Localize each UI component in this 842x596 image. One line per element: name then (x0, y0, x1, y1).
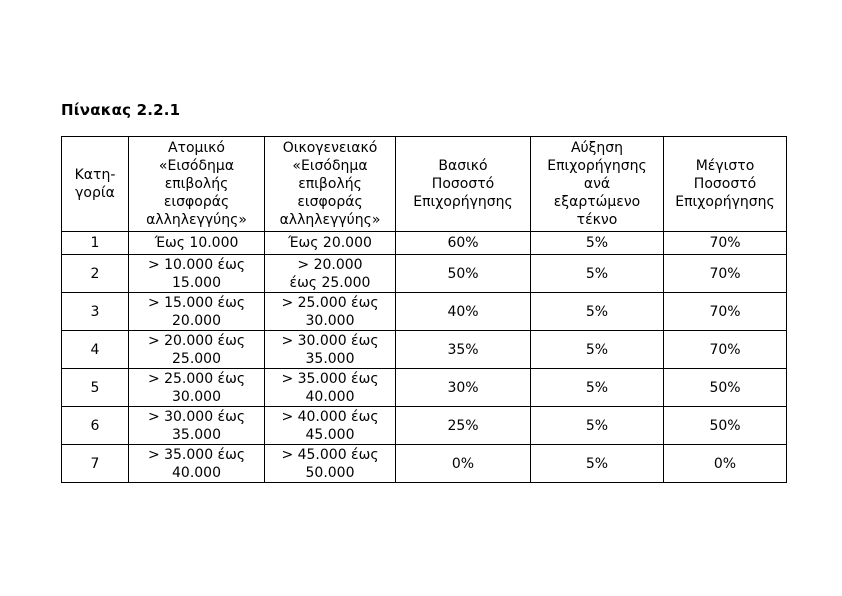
basic-rate-cell: 25% (396, 407, 531, 445)
family-income-cell-line: Έως 20.000 (288, 235, 372, 251)
individual-income-cell (129, 407, 265, 445)
max-rate-cell: 70% (664, 255, 787, 293)
individual-income-cell-line: 40.000 (172, 464, 221, 481)
category-cell: 3 (62, 293, 129, 331)
header-individual-income-line: Ατομικό (167, 140, 226, 156)
table-row (62, 232, 787, 255)
header-child-increase (531, 137, 664, 232)
header-category (62, 137, 129, 232)
category-cell: 7 (62, 445, 129, 483)
child-increase-cell: 5% (531, 369, 664, 407)
family-income-cell-line: 40.000 (305, 388, 355, 405)
family-income-cell (265, 255, 396, 293)
child-increase-cell: 5% (531, 255, 664, 293)
family-income-cell (265, 232, 396, 255)
individual-income-cell-line: > 25.000 έως (147, 370, 246, 387)
family-income-cell-line: 50.000 (305, 464, 355, 481)
max-rate-cell: 70% (664, 331, 787, 369)
child-increase-cell: 5% (531, 407, 664, 445)
category-cell: 6 (62, 407, 129, 445)
individual-income-cell-line: > 30.000 έως (147, 408, 246, 425)
individual-income-cell-line: 30.000 (172, 388, 221, 405)
header-individual-income-line: επιβολής (164, 176, 229, 192)
child-increase-cell: 5% (531, 445, 664, 483)
basic-rate-cell: 35% (396, 331, 531, 369)
header-family-income-line: εισφοράς (297, 194, 363, 210)
max-rate-cell: 50% (664, 369, 787, 407)
header-child-increase-line: τέκνο (576, 212, 618, 228)
family-income-cell (265, 407, 396, 445)
individual-income-cell-line: 25.000 (172, 350, 221, 367)
family-income-cell-line: > 35.000 έως (281, 370, 379, 387)
individual-income-cell (129, 369, 265, 407)
family-income-cell-line: > 20.000 (297, 256, 363, 273)
max-rate-cell: 50% (664, 407, 787, 445)
header-individual-income-line: αλληλεγγύης» (146, 212, 247, 228)
family-income-cell-line: > 25.000 έως (281, 294, 379, 311)
table-row (62, 407, 787, 445)
header-child-increase-line: ανά (583, 176, 611, 192)
header-family-income-line: Οικογενειακό (282, 140, 378, 156)
max-rate-cell: 70% (664, 293, 787, 331)
category-cell: 1 (62, 232, 129, 255)
header-individual-income-line: «Εισόδημα (158, 158, 235, 174)
family-income-cell-line: 30.000 (305, 312, 355, 329)
family-income-cell-line: έως 25.000 (289, 274, 371, 291)
header-family-income (265, 137, 396, 232)
header-child-increase-line: Αύξηση (570, 140, 624, 156)
header-category-line: γορία (75, 185, 115, 201)
basic-rate-cell: 40% (396, 293, 531, 331)
header-individual-income (129, 137, 265, 232)
category-cell: 2 (62, 255, 129, 293)
max-rate-cell: 0% (664, 445, 787, 483)
family-income-cell (265, 293, 396, 331)
header-child-increase-line: εξαρτώμενο (553, 194, 641, 210)
family-income-cell-line: 45.000 (305, 426, 355, 443)
header-category-line: Κατη- (74, 167, 116, 183)
family-income-cell-line: > 30.000 έως (281, 332, 379, 349)
basic-rate-cell: 30% (396, 369, 531, 407)
table-row (62, 255, 787, 293)
child-increase-cell: 5% (531, 232, 664, 255)
header-max-rate (664, 137, 787, 232)
individual-income-cell-line: > 35.000 έως (147, 446, 246, 463)
header-basic-rate (396, 137, 531, 232)
basic-rate-cell: 60% (396, 232, 531, 255)
individual-income-cell-line: > 15.000 έως (147, 294, 246, 311)
individual-income-cell (129, 232, 265, 255)
table-title: Πίνακας 2.2.1 (61, 101, 181, 119)
individual-income-cell (129, 255, 265, 293)
individual-income-cell (129, 331, 265, 369)
header-basic-rate-line: Βασικό (438, 158, 488, 174)
individual-income-cell-line: 35.000 (172, 426, 221, 443)
individual-income-cell-line: > 20.000 έως (147, 332, 246, 349)
header-family-income-line: επιβολής (298, 176, 362, 192)
table-row (62, 445, 787, 483)
table-row (62, 293, 787, 331)
header-max-rate-line: Ποσοστό (693, 176, 757, 192)
family-income-cell (265, 445, 396, 483)
individual-income-cell-line: Έως 10.000 (154, 235, 239, 251)
individual-income-cell (129, 445, 265, 483)
individual-income-cell (129, 293, 265, 331)
child-increase-cell: 5% (531, 331, 664, 369)
header-max-rate-line: Μέγιστο (695, 158, 755, 174)
header-child-increase-line: Επιχορήγησης (547, 158, 647, 174)
family-income-cell (265, 331, 396, 369)
header-family-income-line: «Εισόδημα (292, 158, 368, 174)
header-family-income-line: αλληλεγγύης» (279, 212, 381, 228)
child-increase-cell: 5% (531, 293, 664, 331)
header-basic-rate-line: Ποσοστό (431, 176, 495, 192)
header-basic-rate-line: Επιχορήγησης (413, 194, 513, 210)
individual-income-cell-line: 15.000 (172, 274, 221, 291)
family-income-cell-line: 35.000 (305, 350, 355, 367)
max-rate-cell: 70% (664, 232, 787, 255)
basic-rate-cell: 50% (396, 255, 531, 293)
family-income-cell-line: > 40.000 έως (281, 408, 379, 425)
table-row (62, 331, 787, 369)
basic-rate-cell: 0% (396, 445, 531, 483)
category-cell: 4 (62, 331, 129, 369)
family-income-cell (265, 369, 396, 407)
header-individual-income-line: εισφοράς (163, 194, 230, 210)
table-header-row (62, 137, 787, 232)
table-row (62, 369, 787, 407)
subsidy-table (61, 136, 787, 483)
individual-income-cell-line: > 10.000 έως (147, 256, 246, 273)
family-income-cell-line: > 45.000 έως (281, 446, 379, 463)
individual-income-cell-line: 20.000 (172, 312, 221, 329)
category-cell: 5 (62, 369, 129, 407)
table-body (62, 137, 787, 483)
header-max-rate-line: Επιχορήγησης (675, 194, 775, 210)
